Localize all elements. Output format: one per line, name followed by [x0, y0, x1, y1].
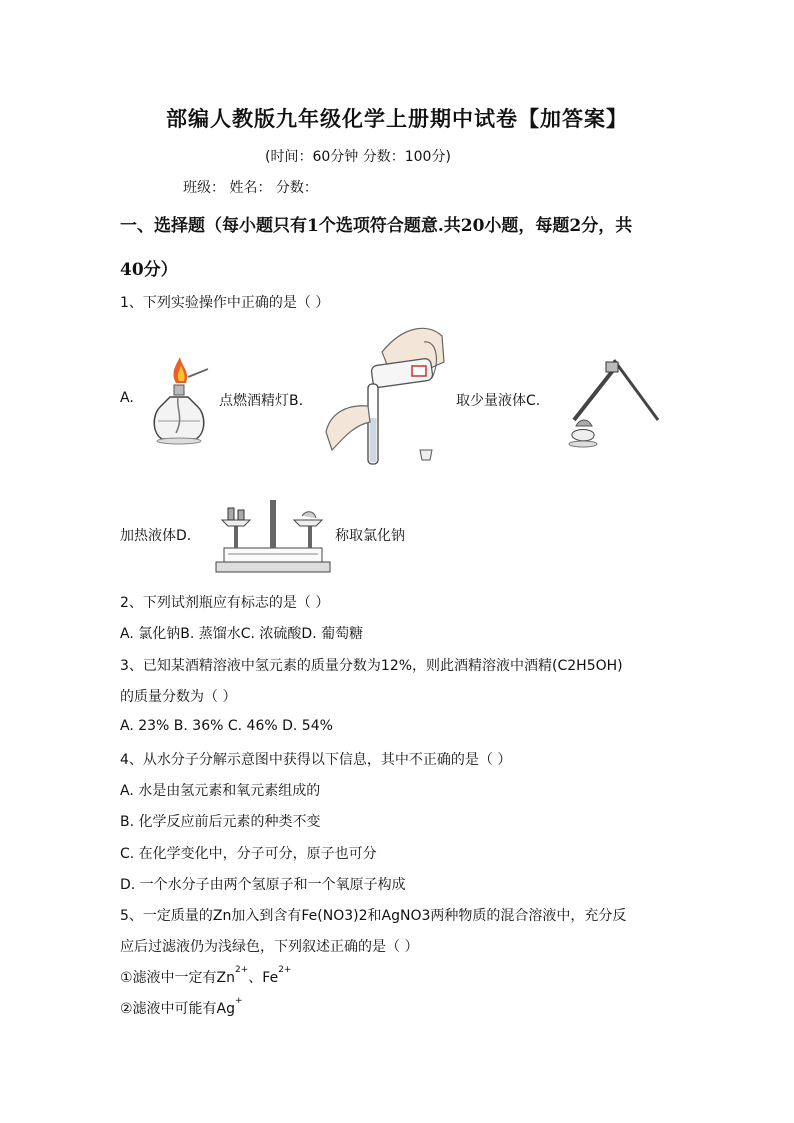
- question-5-stem: 5、一定质量的Zn加入到含有Fe(NO3)2和AgNO3两种物质的混合溶液中，充分反: [120, 908, 627, 924]
- q1-option-c-text: 加热液体D.: [120, 528, 192, 544]
- question-4-option-c: C. 在化学变化中，分子可分，原子也可分: [120, 846, 377, 862]
- balance-figure: [214, 496, 332, 576]
- question-3-options: A. 23% B. 36% C. 46% D. 54%: [120, 718, 333, 734]
- question-5-statement-2: ②滤液中可能有Ag+: [120, 996, 243, 1017]
- question-5-stem-cont: 应后过滤液仍为浅绿色，下列叙述正确的是（ ）: [120, 939, 419, 955]
- q1-option-d-text: 称取氯化钠: [335, 528, 405, 544]
- q1-option-b-text: 取少量液体C.: [456, 393, 541, 409]
- question-3-stem: 3、已知某酒精溶液中氢元素的质量分数为12%，则此酒精溶液中酒精(C2H5OH): [120, 658, 623, 674]
- alcohol-lamp-figure: [146, 355, 216, 447]
- question-2-stem: 2、下列试剂瓶应有标志的是（ ）: [120, 595, 330, 611]
- question-2-options: A. 氯化钠B. 蒸馏水C. 浓硫酸D. 葡萄糖: [120, 626, 364, 642]
- q1-option-a-text: 点燃酒精灯B.: [219, 393, 304, 409]
- heat-test-tube-figure: [566, 358, 662, 450]
- page-title: 部编人教版九年级化学上册期中试卷【加答案】: [166, 106, 628, 131]
- question-4-option-a: A. 水是由氢元素和氧元素组成的: [120, 783, 321, 799]
- q1-option-a-label: A.: [120, 390, 134, 406]
- section-heading: 一、选择题（每小题只有1个选项符合题意.共20小题，每题2分，共: [120, 216, 633, 236]
- exam-time-score: (时间：60分钟 分数：100分): [265, 149, 451, 165]
- question-4-option-d: D. 一个水分子由两个氢原子和一个氧原子构成: [120, 877, 406, 893]
- question-4-stem: 4、从水分子分解示意图中获得以下信息，其中不正确的是（ ）: [120, 752, 512, 768]
- pour-liquid-figure: [322, 322, 452, 468]
- section-heading-cont: 40分）: [120, 260, 178, 280]
- question-5-statement-1: ①滤液中一定有$Zn^{2+}$、$Fe^{2+}$: [120, 965, 292, 986]
- question-3-stem-cont: 的质量分数为（ ）: [120, 689, 237, 705]
- question-4-option-b: B. 化学反应前后元素的种类不变: [120, 814, 321, 830]
- question-1-stem: 1、下列实验操作中正确的是（ ）: [120, 295, 330, 311]
- student-info-line: 班级： 姓名： 分数：: [183, 180, 318, 196]
